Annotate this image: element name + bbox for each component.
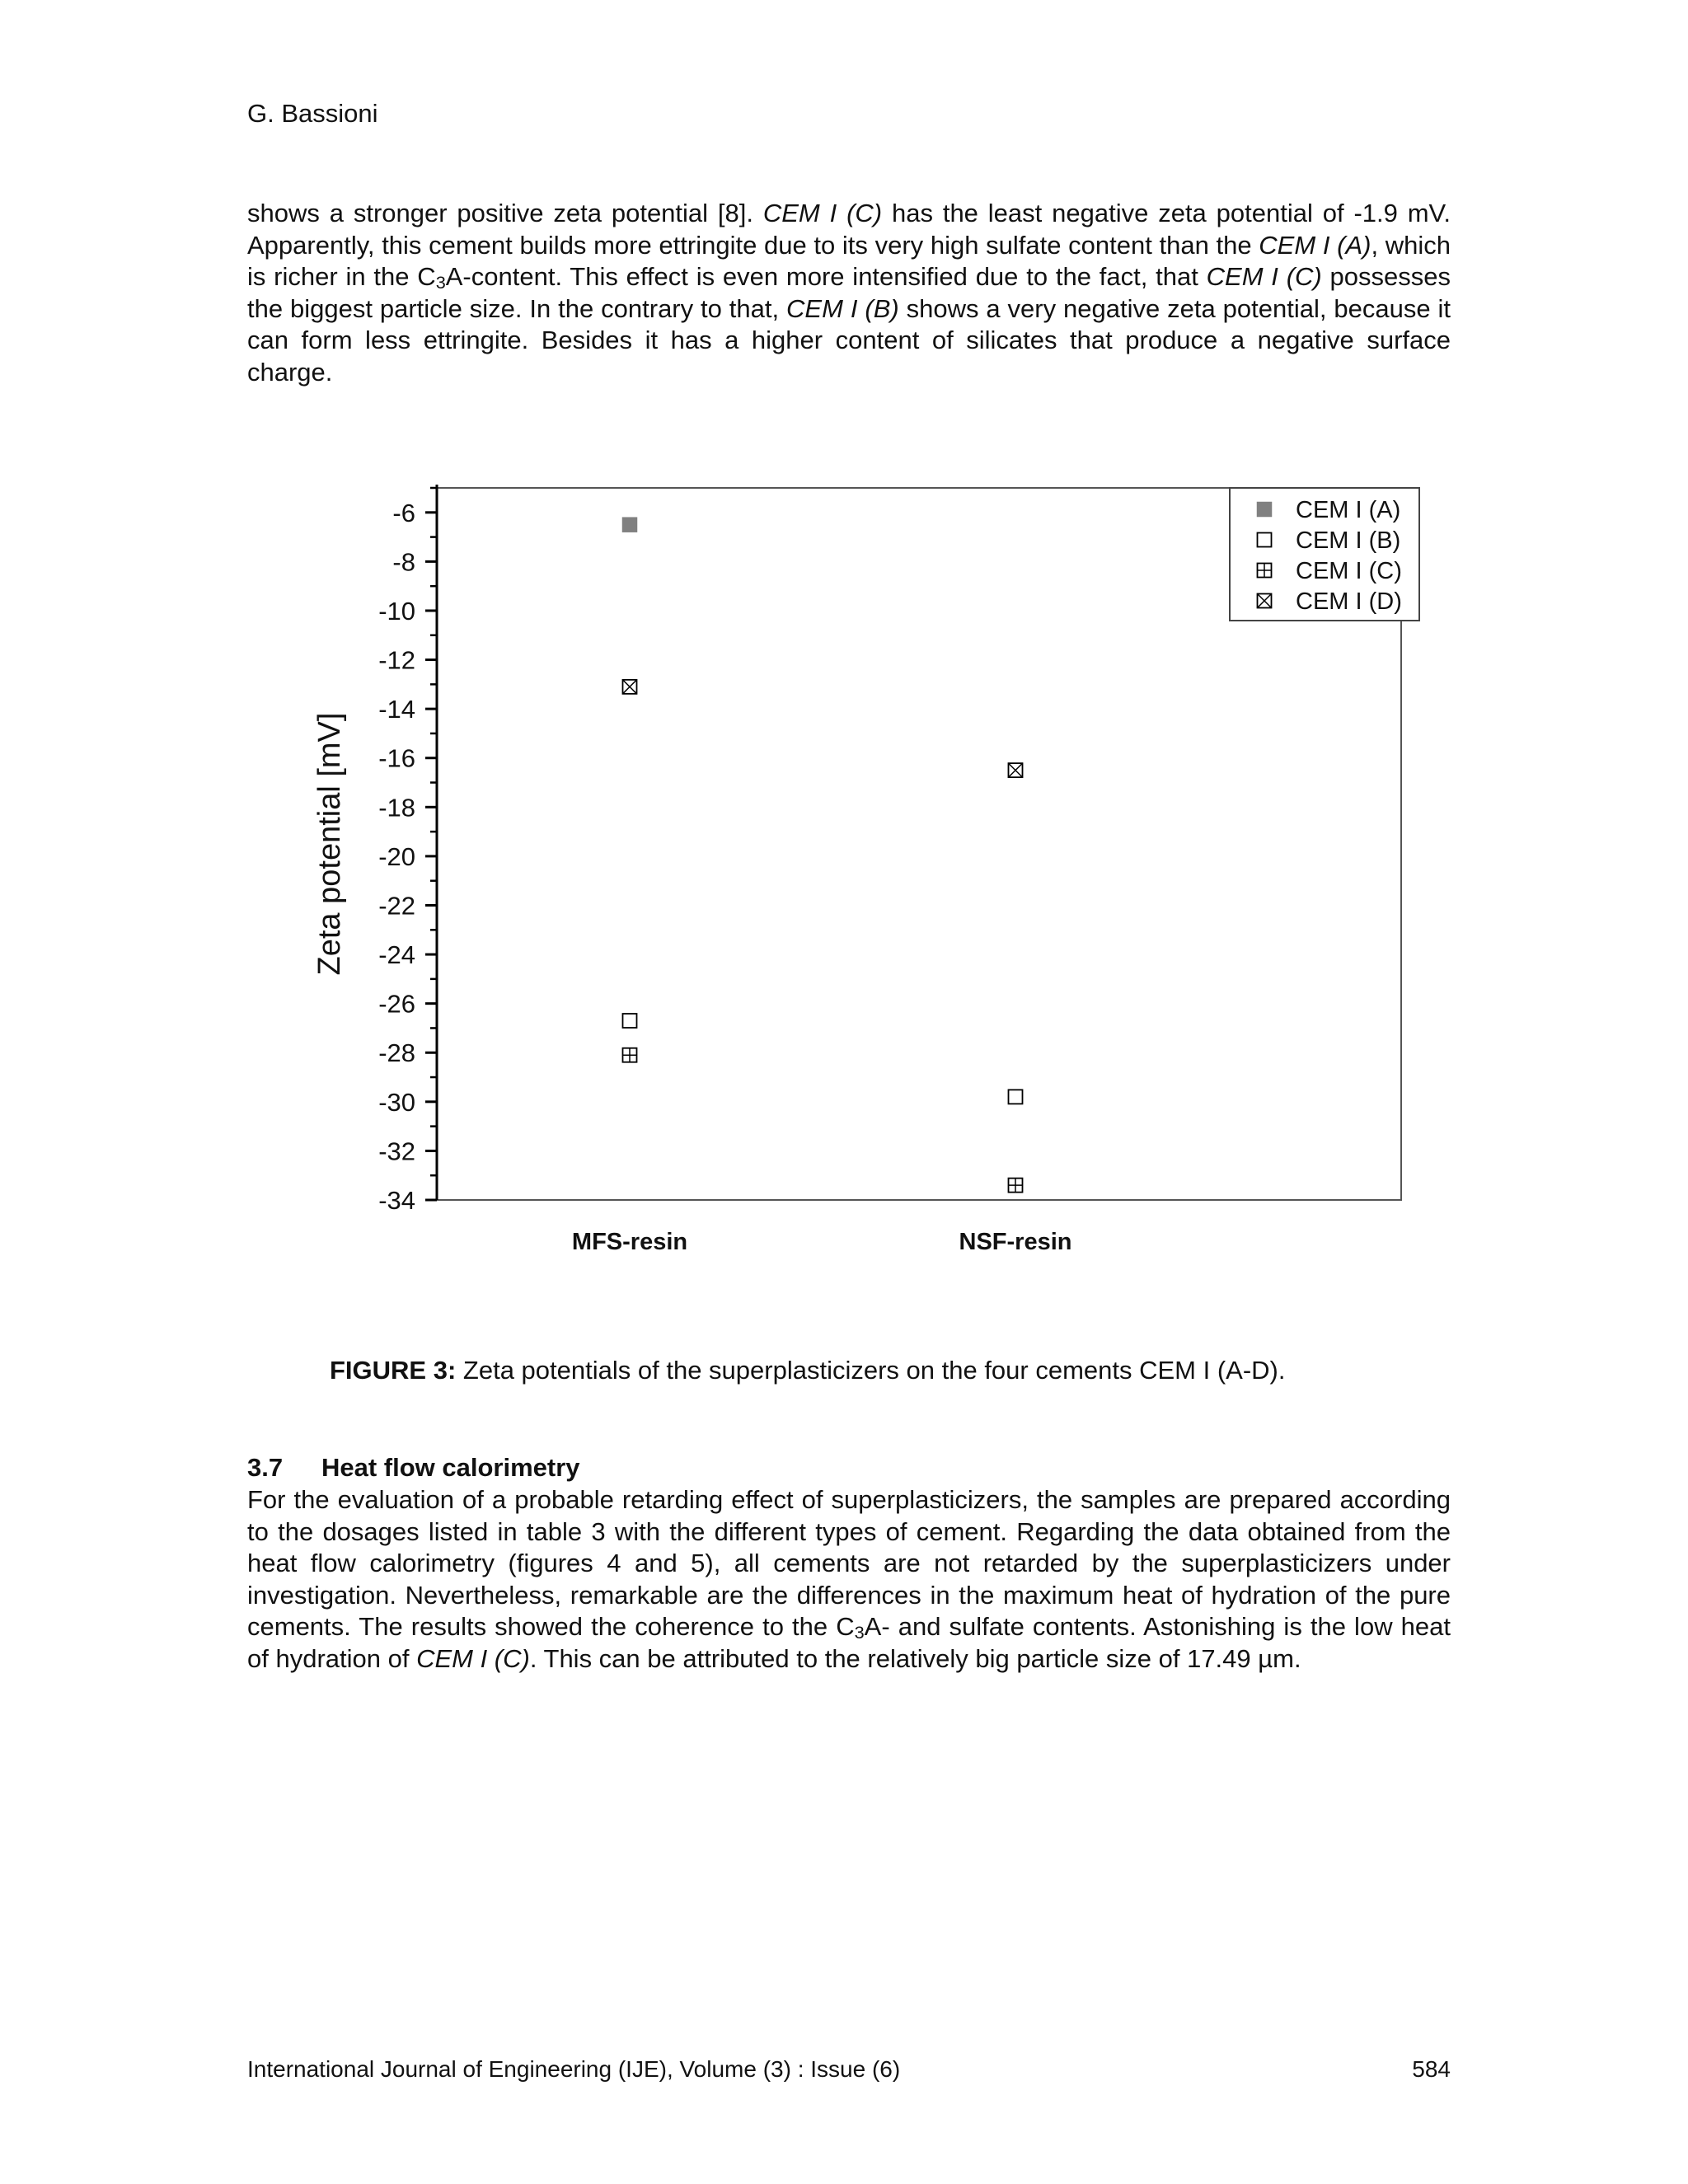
y-tick-label: -26 bbox=[378, 989, 415, 1019]
text-run: shows a very negative zeta potential, because it can form less ettringite. Besides it has a higher content of silicates that produce a negative surface charge. bbox=[247, 293, 1451, 387]
legend-label: CEM I (B) bbox=[1296, 527, 1401, 554]
y-tick-label: -32 bbox=[378, 1137, 415, 1166]
footer-page-number: 584 bbox=[1412, 2056, 1451, 2082]
y-axis-title: Zeta potential [mV] bbox=[312, 712, 347, 976]
y-tick-label: -8 bbox=[392, 547, 415, 577]
legend-marker bbox=[1258, 533, 1272, 547]
y-tick-label: -34 bbox=[378, 1186, 415, 1215]
y-tick-label: -22 bbox=[378, 891, 415, 921]
zeta-potential-figure bbox=[297, 478, 1434, 1302]
data-point bbox=[623, 1014, 637, 1028]
subscript: 3 bbox=[854, 1622, 865, 1643]
y-tick-label: -28 bbox=[378, 1038, 415, 1068]
legend-marker bbox=[1258, 503, 1272, 517]
caption-label: FIGURE 3: bbox=[330, 1356, 457, 1385]
x-category-label: MFS-resin bbox=[571, 1229, 688, 1255]
italic-run: CEM I (C) bbox=[1206, 262, 1322, 291]
legend-label: CEM I (C) bbox=[1296, 558, 1402, 584]
text-run: . This can be attributed to the relatively big particle size of 17.49 µm. bbox=[529, 1643, 1301, 1673]
text-run: possesses the biggest particle size. In the contrary to that, bbox=[247, 262, 1451, 323]
italic-run: CEM I (C) bbox=[416, 1643, 530, 1673]
running-header-author: G. Bassioni bbox=[247, 99, 378, 128]
caption-text: Zeta potentials of the superplasticizers on the four cements CEM I (A-D). bbox=[456, 1356, 1286, 1385]
y-tick-label: -6 bbox=[392, 498, 415, 527]
y-tick-label: -18 bbox=[378, 793, 415, 823]
x-category-label: NSF-resin bbox=[959, 1229, 1072, 1255]
subscript: 3 bbox=[435, 272, 446, 293]
italic-run: CEM I (C) bbox=[762, 199, 883, 227]
y-tick-label: -30 bbox=[378, 1087, 415, 1117]
y-tick-label: -14 bbox=[378, 695, 415, 724]
legend-label: CEM I (D) bbox=[1296, 588, 1402, 615]
body-paragraph-1 bbox=[247, 198, 1451, 388]
footer-journal: International Journal of Engineering (IJE), Volume (3) : Issue (6) bbox=[247, 2056, 901, 2082]
body-paragraph-2 bbox=[247, 1484, 1451, 1675]
y-tick-label: -20 bbox=[378, 841, 415, 871]
section-number: 3.7 bbox=[247, 1453, 284, 1482]
y-tick-label: -10 bbox=[378, 596, 415, 626]
text-run: , which is richer in the C bbox=[247, 230, 1451, 291]
y-tick-label: -24 bbox=[378, 940, 415, 970]
text-run: For the evaluation of a probable retarding effect of superplasticizers, the samples are prepared according to the dosages listed in table 3 with the different types of cement. Regarding the data obtained from the heat flow calorimetry (figures 4 and 5), all cements are not retarded by the superplasticizers under investigation. Nevertheless, remarkable are the differences in the maximum heat of hydration of the pure cements. The results showed the coherence to the C bbox=[247, 1485, 1451, 1641]
y-tick-label: -12 bbox=[378, 645, 415, 675]
data-point bbox=[1009, 1090, 1023, 1104]
text-run: A- and sulfate contents. Astonishing is the low heat of hydration of bbox=[247, 1612, 1451, 1673]
text-run: shows a stronger positive zeta potential [8]. bbox=[247, 199, 763, 227]
legend-label: CEM I (A) bbox=[1296, 497, 1401, 523]
text-run: A-content. This effect is even more intensified due to the fact, that bbox=[445, 262, 1207, 291]
section-title: Heat flow calorimetry bbox=[321, 1453, 580, 1482]
data-point bbox=[623, 518, 637, 532]
italic-run: CEM I (A) bbox=[1259, 230, 1372, 260]
zeta-potential-chart bbox=[297, 478, 1434, 1302]
section-heading bbox=[247, 1453, 580, 1483]
y-tick-label: -16 bbox=[378, 743, 415, 773]
italic-run: CEM I (B) bbox=[786, 293, 899, 323]
text-run: has the least negative zeta potential of -1.9 mV. Apparently, this cement builds more ettringite due to its very high sulfate content than the bbox=[247, 199, 1451, 260]
